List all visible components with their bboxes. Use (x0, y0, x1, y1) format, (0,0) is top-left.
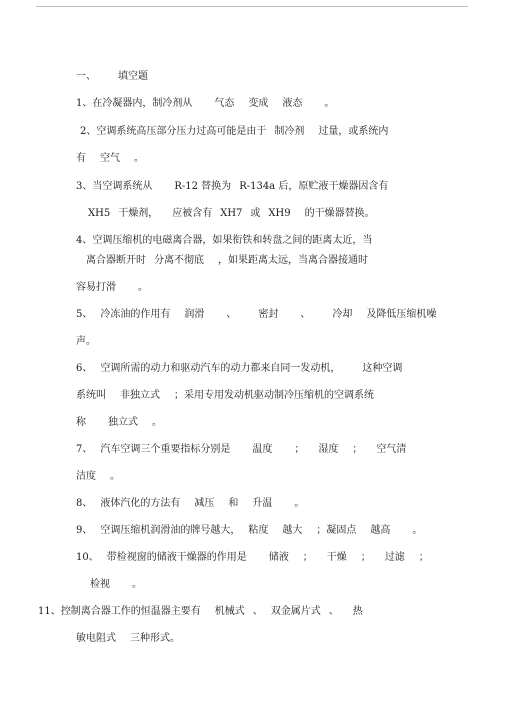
question-8-line-1: 8、 液体汽化的方法有 减压 和 升温 。 (76, 498, 305, 509)
answer-text: 粘度 (248, 525, 269, 536)
answer-text: 润滑 (184, 309, 205, 320)
question-4-line-1: 4、空调压缩机的电磁离合器，如果衔铁和转盘之间的距离太近，当 (76, 235, 373, 246)
answer-text: 气态 (214, 98, 235, 109)
answer-text: 温度 (252, 444, 273, 455)
answer-text: 储液 (268, 552, 289, 563)
section-number: 一、 (76, 71, 96, 82)
answer-text: R-134a 后，原贮液干燥器因含有 (239, 181, 389, 192)
answer-text: 双金属片式 (270, 606, 321, 617)
answer-text: R-12 替换为 (174, 181, 232, 192)
answer-text: XH9 (268, 208, 291, 219)
question-1-line-1: 1、在冷凝器内，制冷剂从 气态 变成 液态 。 (76, 98, 335, 109)
answer-text: 升温 (252, 498, 273, 509)
question-11-line-2: 敏电阻式 三种形式。 (76, 633, 180, 644)
answer-text: 湿度 (318, 444, 339, 455)
answer-text: 干燥 (326, 552, 347, 563)
answer-text: 分离不彻底 (154, 255, 204, 266)
question-3-line-1: 3、当空调系统从 R-12 替换为 R-134a 后，原贮液干燥器因含有 (76, 181, 389, 192)
answer-text: 机械式 (214, 606, 245, 617)
question-2-line-2: 有 空气 。 (76, 153, 144, 164)
answer-text: 冷却 (332, 309, 353, 320)
answer-text: 密封 (258, 309, 279, 320)
answer-text: 过滤 (384, 552, 405, 563)
answer-text: XH7 (220, 208, 243, 219)
question-11-line-1: 11、控制离合器工作的恒温器主要有 机械式 、 双金属片式 、 热 (38, 606, 363, 617)
question-9-line-1: 9、 空调压缩机润滑油的牌号越大， 粘度 越大 ；凝固点 越高 。 (76, 525, 423, 536)
section-heading (76, 70, 148, 83)
answer-text: 容易打滑 (76, 282, 116, 293)
answer-text: 空气清 (376, 444, 407, 455)
answer-text: XH5 (88, 208, 111, 219)
answer-text: 越高 (370, 525, 391, 536)
answer-text: 敏电阻式 (76, 633, 116, 644)
answer-text: 热 (352, 606, 363, 617)
question-5-line-2: 声。 (76, 336, 96, 347)
answer-text: 空气 (100, 153, 120, 164)
question-4-line-2: 离合器断开时 分离不彻底 ，如果距离太远，当离合器接通时 (86, 255, 368, 266)
answer-text: 减压 (194, 498, 215, 509)
question-10-line-2: 检视 。 (90, 579, 142, 590)
question-6-line-3: 称 独立式 。 (76, 417, 162, 428)
question-5-line-1: 5、 冷冻油的作用有 润滑 、 密封 、 冷却 及降低压缩机噪 (76, 309, 437, 320)
header-rule (36, 6, 468, 7)
answer-text: 制冷剂 (274, 126, 305, 137)
answer-text: 变成 (248, 98, 269, 109)
question-7-line-2: 洁度 。 (76, 471, 120, 482)
question-6-line-1: 6、 空调所需的动力和驱动汽车的动力都来自同一发动机， 这种空调 (76, 363, 403, 374)
question-2-line-1: 2、空调系统高压部分压力过高可能是由于 制冷剂 过量，或系统内 (80, 126, 389, 137)
question-4-line-3: 容易打滑 。 (76, 282, 148, 293)
answer-text: 非独立式 (120, 390, 160, 401)
answer-text: 洁度 (76, 471, 96, 482)
question-6-line-2: 系统叫 非独立式 ；采用专用发动机驱动制冷压缩机的空调系统 (76, 390, 374, 401)
answer-text: 检视 (90, 579, 110, 590)
section-title: 填空题 (118, 71, 148, 82)
answer-text: 越大 (282, 525, 303, 536)
answer-text: 液态 (282, 98, 303, 109)
question-7-line-1: 7、 汽车空调三个重要指标分别是 温度 ； 湿度 ； 空气清 (76, 444, 407, 455)
question-3-line-2: XH5 干燥剂， 应被含有 XH7 或 XH9 的干燥器替换。 (88, 208, 375, 219)
answer-text: 独立式 (108, 417, 138, 428)
question-10-line-1: 10、 带检视窗的储液干燥器的作用是 储液 ； 干燥 ； 过滤 ； (76, 552, 429, 563)
